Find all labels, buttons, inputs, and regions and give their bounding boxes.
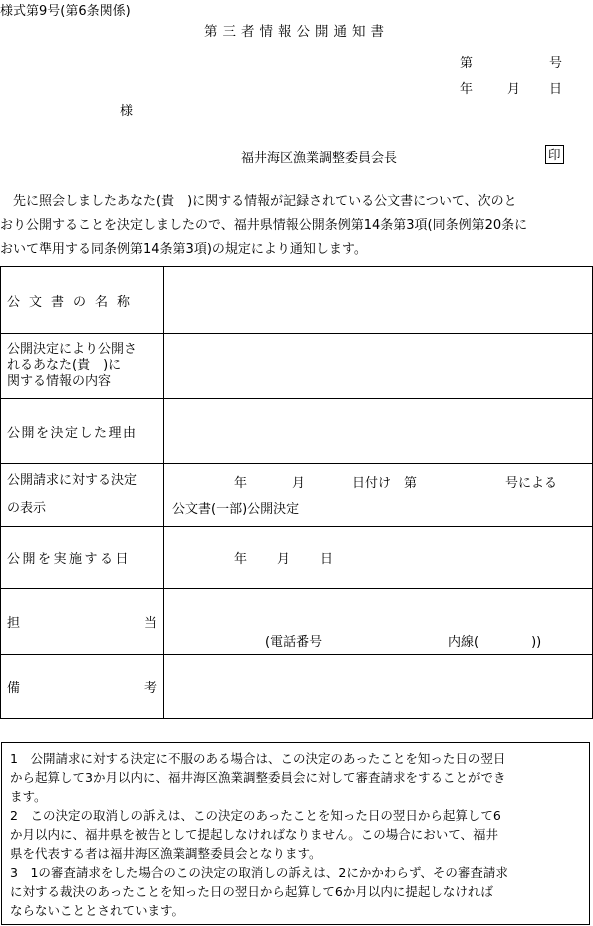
table-row	[1, 589, 593, 655]
label-info-content: 公開決定により公開さ れるあなた(貴 )に 関する情報の内容	[1, 334, 164, 399]
impl-month: 月	[277, 551, 291, 567]
table-row	[1, 527, 593, 589]
label-document-name: 公文書の名称	[1, 267, 164, 334]
notes-box	[1, 742, 590, 925]
table-row	[1, 399, 593, 464]
decision-month: 月	[292, 476, 306, 491]
value-implementation-date[interactable]	[164, 527, 593, 589]
note-line: か月以内に、福井県を被告として提起しなければなりません。この場合において、福井	[10, 827, 499, 842]
contact-extension: 内線( ))	[448, 635, 542, 650]
value-document-name[interactable]	[164, 267, 593, 334]
details-table	[0, 266, 593, 719]
decision-type: 公文書(一部)公開決定	[172, 502, 300, 517]
note-line: 3 1の審査請求をした場合のこの決定の取消しの訴えは、2にかかわらず、その審査請求	[10, 865, 508, 880]
note-line: 2 この決定の取消しの訴えは、この決定のあったことを知った日の翌日から起算して6	[10, 808, 501, 823]
value-decision-display[interactable]	[164, 464, 593, 527]
intro-paragraph	[0, 190, 593, 262]
decision-year: 年	[234, 476, 248, 491]
seal-mark: 印	[545, 145, 564, 164]
sender-name: 福井海区漁業調整委員会長	[241, 151, 398, 166]
date-day: 日	[549, 82, 563, 97]
note-line: ます。	[10, 789, 47, 804]
label-implementation-date: 公開を実施する日	[1, 527, 164, 589]
value-reason[interactable]	[164, 399, 593, 464]
decision-number: 号による	[505, 476, 558, 491]
date-year: 年	[460, 82, 474, 97]
table-row	[1, 655, 593, 719]
label-contact: 担 当	[1, 589, 164, 655]
intro-line: 先に照会しましたあなた(貴 )に関する情報が記録されている公文書について、次のと	[0, 194, 517, 209]
date-month: 月	[507, 82, 521, 97]
impl-day: 日	[320, 551, 334, 567]
table-row	[1, 464, 593, 527]
form-code: 様式第9号(第6条関係)	[0, 4, 131, 19]
value-remarks[interactable]	[164, 655, 593, 719]
note-line: ならないこととされています。	[10, 903, 185, 918]
addressee-suffix: 様	[120, 104, 134, 119]
note-line: 県を代表する者は福井海区漁業調整委員会となります。	[10, 846, 322, 861]
note-line: 1 公開請求に対する決定に不服のある場合は、この決定のあったことを知った日の翌日	[10, 751, 506, 766]
document-title: 第三者情報公開通知書	[204, 24, 389, 40]
table-row	[1, 334, 593, 399]
note-line: に対する裁決のあったことを知った日の翌日から起算して6か月以内に提起しなければ	[10, 884, 493, 899]
value-info-content[interactable]	[164, 334, 593, 399]
intro-line: おいて準用する同条例第14条第3項)の規定により通知します。	[0, 242, 367, 257]
label-reason: 公開を決定した理由	[1, 399, 164, 464]
value-contact[interactable]	[164, 589, 593, 655]
table-row	[1, 267, 593, 334]
doc-number-prefix: 第	[460, 56, 474, 71]
note-line: から起算して3か月以内に、福井海区漁業調整委員会に対して審査請求をすることができ	[10, 770, 506, 785]
doc-number-suffix: 号	[549, 56, 563, 71]
decision-dated: 日付け 第	[352, 476, 418, 491]
intro-line: おり公開することを決定しましたので、福井県情報公開条例第14条第3項(同条例第20条に	[0, 218, 528, 233]
label-remarks: 備 考	[1, 655, 164, 719]
contact-phone: (電話番号	[265, 635, 323, 650]
impl-year: 年	[234, 551, 248, 567]
label-decision-display: 公開請求に対する決定 の表示	[1, 464, 164, 527]
